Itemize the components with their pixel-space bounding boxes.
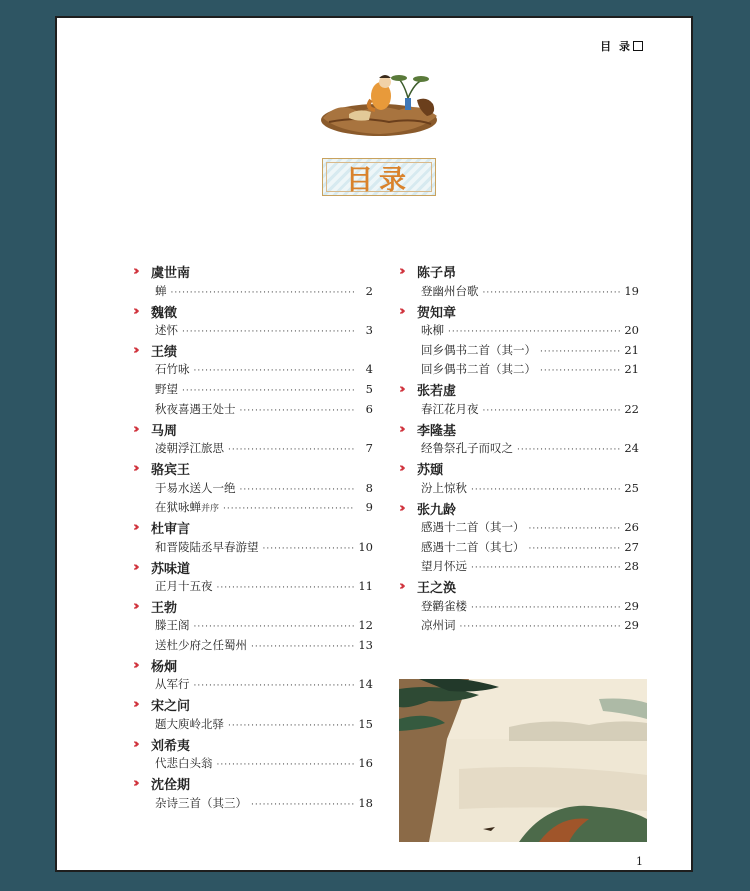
author-heading[interactable]: ›› 李隆基 (399, 421, 457, 439)
toc-entry[interactable]: 凌朝浮江旅思 ····· 7 (133, 439, 373, 459)
author-heading[interactable]: ›› 王绩 (133, 343, 178, 361)
leader-dots (228, 717, 354, 737)
double-chevron-icon: ›› (133, 559, 136, 575)
toc-column-right (399, 262, 639, 636)
author-heading[interactable]: ›› 马周 (133, 421, 178, 439)
author-heading[interactable]: ›› 苏颋 (399, 461, 444, 479)
toc-entry[interactable]: 代悲白头翁 ····· 16 (133, 754, 373, 774)
toc-entry[interactable]: 望月怀远 ····· 28 (399, 557, 639, 577)
toc-column-left (133, 262, 373, 813)
contents-title-plaque (322, 158, 436, 196)
toc-entry[interactable]: 送杜少府之任蜀州 ····· 13 (133, 636, 373, 656)
toc-entry[interactable]: 秋夜喜遇王处士 ····· 6 (133, 400, 373, 420)
double-chevron-icon: ›› (133, 520, 136, 536)
toc-entry[interactable]: 和晋陵陆丞早春游望 ····· 10 (133, 538, 373, 558)
page-title: 目录 (346, 164, 412, 196)
toc-entry[interactable]: 杂诗三首（其三） ····· 18 (133, 794, 373, 814)
toc-entry[interactable]: 述怀 ····· 3 (133, 321, 373, 341)
leader-dots (540, 343, 620, 363)
toc-entry[interactable]: 题大庾岭北驿 ····· 15 (133, 715, 373, 735)
square-mark-icon (633, 41, 643, 51)
leader-dots (483, 402, 621, 422)
author-heading[interactable]: ›› 杨炯 (133, 658, 178, 676)
double-chevron-icon: ›› (133, 303, 136, 319)
leader-dots (251, 638, 354, 658)
author-heading[interactable]: ›› 苏味道 (133, 559, 191, 577)
author-heading[interactable]: ›› 虞世南 (133, 264, 191, 282)
author-heading[interactable]: ›› 杜审言 (133, 520, 191, 538)
leader-dots (194, 362, 356, 382)
leader-dots (223, 500, 355, 520)
double-chevron-icon: ›› (133, 697, 136, 713)
double-chevron-icon: ›› (133, 736, 136, 752)
toc-entry[interactable]: 蝉 ····· 2 (133, 282, 373, 302)
landscape-painting (399, 679, 647, 842)
leader-dots (251, 796, 354, 816)
double-chevron-icon: ›› (133, 599, 136, 615)
document-page (55, 16, 693, 872)
running-head-text: 目 录 (600, 40, 632, 53)
author-heading[interactable]: ›› 沈佺期 (133, 776, 191, 794)
toc-entry[interactable]: 登幽州台歌 ····· 19 (399, 282, 639, 302)
toc-entry[interactable]: 回乡偶书二首（其二） ····· 21 (399, 360, 639, 380)
toc-entry[interactable]: 感遇十二首（其一） ····· 26 (399, 518, 639, 538)
author-heading[interactable]: ›› 张九龄 (399, 500, 457, 518)
leader-dots (483, 284, 621, 304)
leader-dots (471, 481, 620, 501)
toc-entry[interactable]: 正月十五夜 ····· 11 (133, 577, 373, 597)
double-chevron-icon: ›› (399, 461, 402, 477)
toc-entry[interactable]: 在狱咏蝉并序 ····· 9 (133, 498, 373, 518)
double-chevron-icon: ›› (133, 776, 136, 792)
author-heading[interactable]: ›› 王之涣 (399, 579, 457, 597)
toc-entry[interactable]: 春江花月夜 ····· 22 (399, 400, 639, 420)
double-chevron-icon: ›› (399, 421, 402, 437)
leader-dots (228, 441, 355, 461)
toc-entry[interactable]: 野望 ····· 5 (133, 380, 373, 400)
toc-entry[interactable]: 回乡偶书二首（其一） ····· 21 (399, 341, 639, 361)
leader-dots (182, 323, 355, 343)
author-heading[interactable]: ›› 陈子昂 (399, 264, 457, 282)
double-chevron-icon: ›› (399, 264, 402, 280)
toc-entry[interactable]: 登鹳雀楼 ····· 29 (399, 597, 639, 617)
leader-dots (194, 677, 355, 697)
toc-entry[interactable]: 汾上惊秋 ····· 25 (399, 479, 639, 499)
author-heading[interactable]: ›› 刘希夷 (133, 736, 191, 754)
toc-entry[interactable]: 经鲁祭孔子而叹之 ····· 24 (399, 439, 639, 459)
leader-dots (540, 362, 620, 382)
toc-entry[interactable]: 石竹咏 ····· 4 (133, 360, 373, 380)
running-head (600, 38, 643, 54)
page-number: 1 (636, 855, 643, 868)
toc-entry[interactable]: 凉州词 ····· 29 (399, 616, 639, 636)
double-chevron-icon: ›› (399, 579, 402, 595)
double-chevron-icon: ›› (133, 658, 136, 674)
leader-dots (471, 559, 620, 579)
leader-dots (460, 618, 621, 638)
author-heading[interactable]: ›› 贺知章 (399, 303, 457, 321)
leader-dots (529, 520, 621, 540)
author-heading[interactable]: ›› 骆宾王 (133, 461, 191, 479)
toc-entry[interactable]: 滕王阁 ····· 12 (133, 616, 373, 636)
leader-dots (240, 481, 356, 501)
leader-dots (171, 284, 356, 304)
leader-dots (529, 540, 621, 560)
double-chevron-icon: ›› (399, 303, 402, 319)
toc-entry[interactable]: 于易水送人一绝 ····· 8 (133, 479, 373, 499)
double-chevron-icon: ›› (399, 382, 402, 398)
leader-dots (217, 579, 355, 599)
author-heading[interactable]: ›› 宋之问 (133, 697, 191, 715)
leader-dots (471, 599, 620, 619)
leader-dots (517, 441, 620, 461)
double-chevron-icon: ›› (133, 264, 136, 280)
scholar-illustration (319, 70, 439, 140)
double-chevron-icon: ›› (133, 343, 136, 359)
author-heading[interactable]: ›› 魏徵 (133, 303, 178, 321)
title-note: 并序 (201, 504, 220, 515)
leader-dots (263, 540, 355, 560)
double-chevron-icon: ›› (133, 461, 136, 477)
author-heading[interactable]: ›› 王勃 (133, 599, 178, 617)
leader-dots (240, 402, 356, 422)
leader-dots (217, 756, 355, 776)
double-chevron-icon: ›› (399, 500, 402, 516)
author-heading[interactable]: ›› 张若虚 (399, 382, 457, 400)
toc-entry[interactable]: 咏柳 ····· 20 (399, 321, 639, 341)
toc-entry[interactable]: 从军行 ····· 14 (133, 675, 373, 695)
toc-entry[interactable]: 感遇十二首（其七） ····· 27 (399, 538, 639, 558)
double-chevron-icon: ›› (133, 421, 136, 437)
